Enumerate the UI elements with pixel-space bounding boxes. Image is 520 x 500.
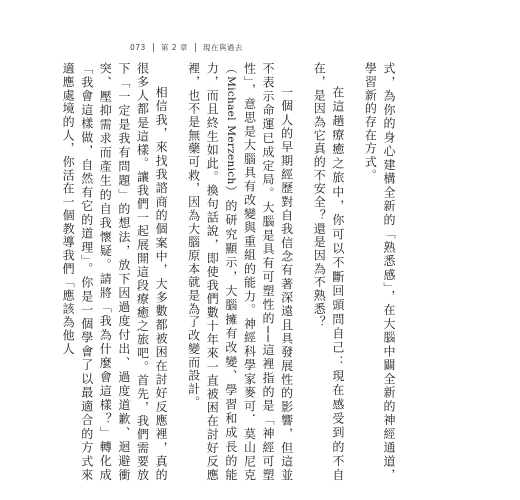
header-divider (153, 43, 154, 52)
running-header (130, 40, 243, 54)
paragraph-2: 在這趟療癒之旅中，你可以不斷回頭問自己：現在感受到的不自在，是因為它真的不安全？還是因為不熟悉？ (312, 62, 345, 482)
section-title: 現在與過去 (202, 42, 243, 52)
header-divider (195, 43, 196, 52)
person-name-latin: Michael Merzenich (224, 76, 237, 185)
chapter-label: 第 2 章 (160, 42, 188, 52)
paragraph-3-part-2: ）的研究顯示，大腦擁有改變、學習和成長的能力，而且終生如此。換句話說，即使我們數十年來一直被困在討好反應裡，也不是無藥可救，因為大腦原本就是為了改變而設計。 (186, 62, 238, 482)
body-text (61, 62, 398, 482)
paragraph-3 (184, 62, 296, 482)
paragraph-4: 相信我，來找我諮商的個案中，大多數都被困在討好反應裡，真的很多人都是這樣。讓我們一起展開這段療癒之旅吧。首先，我們需要放下「一定是我有問題」的想法，放下因過度付出、過度道歉、迴避衝突、壓抑需求而產生的自我懷疑。請將「我為什麼會這樣？」轉化成「我會這樣做，自然有它的道理」。你是一個學會了以最適合的方式來適應處境的人，你活在一個教導我們「應該為他人 (61, 62, 169, 482)
paragraph-3-part-1: 一個人的早期經歷對自我信念有著深遠且具發展性的影響，但這並不表示命運已成定局。大腦是具有可塑性的──這裡指的是「神經可塑性」，意思是大腦具有改變與重組的能力。神經科學家麥可．莫山尼克（ (223, 62, 294, 482)
page-number: 073 (130, 42, 146, 52)
paragraph-1: 式，為你的身心建構全新的「熟悉感」，在大腦中闢全新的神經通道，學習新的存在方式。 (363, 62, 396, 482)
